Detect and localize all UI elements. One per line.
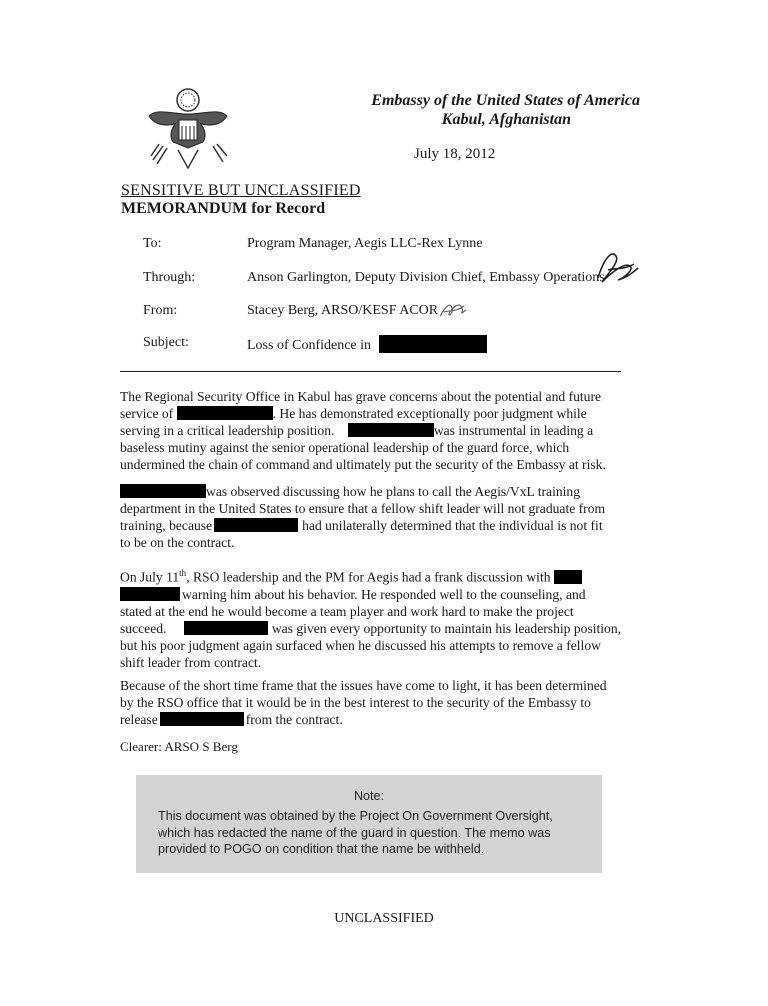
p1-line: baseless mutiny against the senior operational leadership of the guard force, which bbox=[120, 440, 570, 455]
horizontal-rule bbox=[120, 371, 621, 372]
p1-line: undermined the chain of command and ultimately put the security of the Embassy at risk. bbox=[120, 457, 606, 472]
subject-value bbox=[247, 335, 487, 354]
subject-label: Subject: bbox=[143, 335, 189, 350]
text-fragment: release bbox=[120, 712, 158, 727]
p3-line: stated at the end he would become a team player and work hard to make the project bbox=[120, 603, 574, 619]
text-fragment: warning him about his behavior. He responded well to the counseling, and bbox=[182, 586, 586, 602]
paragraph-2 bbox=[120, 483, 625, 551]
note-title: Note: bbox=[353, 789, 385, 803]
text-fragment: was instrumental in leading a bbox=[433, 423, 594, 438]
embassy-seal bbox=[143, 86, 233, 172]
p4-line bbox=[120, 711, 625, 728]
embassy-name: Embassy of the United States of America bbox=[371, 92, 640, 109]
redaction-bar bbox=[120, 587, 180, 601]
signature-icon bbox=[438, 298, 468, 322]
text-fragment: . He has demonstrated exceptionally poor judgment while bbox=[272, 406, 587, 421]
redaction-bar bbox=[160, 712, 244, 726]
redaction-bar bbox=[348, 423, 434, 437]
p4-line: Because of the short time frame that the issues have come to light, it has been determined bbox=[120, 678, 607, 693]
paragraph-3 bbox=[120, 565, 625, 671]
text-fragment: from the contract. bbox=[245, 712, 343, 727]
text-fragment: succeed. bbox=[120, 620, 167, 636]
to-label: To: bbox=[143, 236, 162, 251]
redaction-bar bbox=[379, 335, 487, 353]
clearer-line: Clearer: ARSO S Berg bbox=[120, 739, 238, 754]
p3-line: shift leader from contract. bbox=[120, 654, 262, 670]
from-value: Stacey Berg, ARSO/KESF ACOR bbox=[247, 303, 439, 318]
redaction-bar bbox=[184, 621, 268, 635]
pogo-note-box bbox=[136, 775, 602, 873]
text-fragment: serving in a critical leadership position. bbox=[120, 423, 335, 438]
p3-line bbox=[120, 620, 625, 637]
embassy-location: Kabul, Afghanistan bbox=[441, 111, 571, 128]
subject-text: Loss of Confidence in bbox=[247, 338, 372, 353]
memo-title: MEMORANDUM for Record bbox=[121, 200, 326, 217]
redaction-bar bbox=[214, 518, 298, 532]
memo-date: July 18, 2012 bbox=[414, 146, 496, 162]
p1-line bbox=[120, 422, 625, 439]
note-line: which has redacted the name of the guard in question. The memo was bbox=[158, 825, 551, 840]
p4-line: by the RSO office that it would be in the best interest to the security of the Embassy to bbox=[120, 695, 591, 710]
redaction-bar bbox=[177, 406, 273, 420]
note-line: provided to POGO on condition that the name be withheld. bbox=[158, 842, 485, 856]
p2-line: department in the United States to ensure that a fellow shift leader will not graduate from bbox=[120, 501, 606, 516]
redaction-bar bbox=[120, 484, 206, 498]
text-fragment: training, because bbox=[120, 518, 213, 533]
p1-line bbox=[120, 405, 625, 422]
p3-line: but his poor judgment again surfaced when he discussed his attempts to remove a fellow bbox=[120, 637, 601, 653]
p2-line bbox=[120, 483, 625, 500]
note-body bbox=[158, 808, 588, 858]
handwritten-signature-through bbox=[594, 248, 640, 288]
superscript: th bbox=[179, 568, 187, 578]
note-line: This document was obtained by the Project On Government Oversight, bbox=[158, 809, 553, 823]
text-fragment: was observed discussing how he plans to call the Aegis/VxL training bbox=[206, 484, 581, 499]
footer-classification: UNCLASSIFIED bbox=[334, 911, 434, 926]
to-value: Program Manager, Aegis LLC-Rex Lynne bbox=[247, 236, 483, 251]
text-fragment: , RSO leadership and the PM for Aegis had a frank discussion with bbox=[186, 569, 551, 585]
text-fragment: was given every opportunity to maintain his leadership position, bbox=[271, 620, 622, 636]
redaction-bar bbox=[554, 570, 582, 584]
text-fragment: On July 11 bbox=[120, 569, 180, 585]
p2-line bbox=[120, 517, 625, 534]
text-fragment: service of bbox=[120, 406, 174, 421]
p1-line: The Regional Security Office in Kabul has grave concerns about the potential and future bbox=[120, 389, 602, 404]
p3-line bbox=[120, 586, 625, 603]
paragraph-4 bbox=[120, 677, 625, 728]
p2-line: to be on the contract. bbox=[120, 535, 235, 550]
p3-line bbox=[120, 565, 625, 586]
handwritten-signature-from bbox=[438, 298, 468, 322]
signature-icon bbox=[594, 248, 640, 288]
eagle-seal-icon bbox=[143, 86, 233, 172]
from-label: From: bbox=[143, 303, 178, 318]
through-label: Through: bbox=[143, 270, 196, 285]
text-fragment: had unilaterally determined that the individual is not fit bbox=[302, 518, 603, 533]
through-value: Anson Garlington, Deputy Division Chief, Embassy Operations bbox=[247, 270, 605, 285]
classification-heading: SENSITIVE BUT UNCLASSIFIED bbox=[121, 182, 361, 199]
paragraph-1 bbox=[120, 388, 625, 473]
